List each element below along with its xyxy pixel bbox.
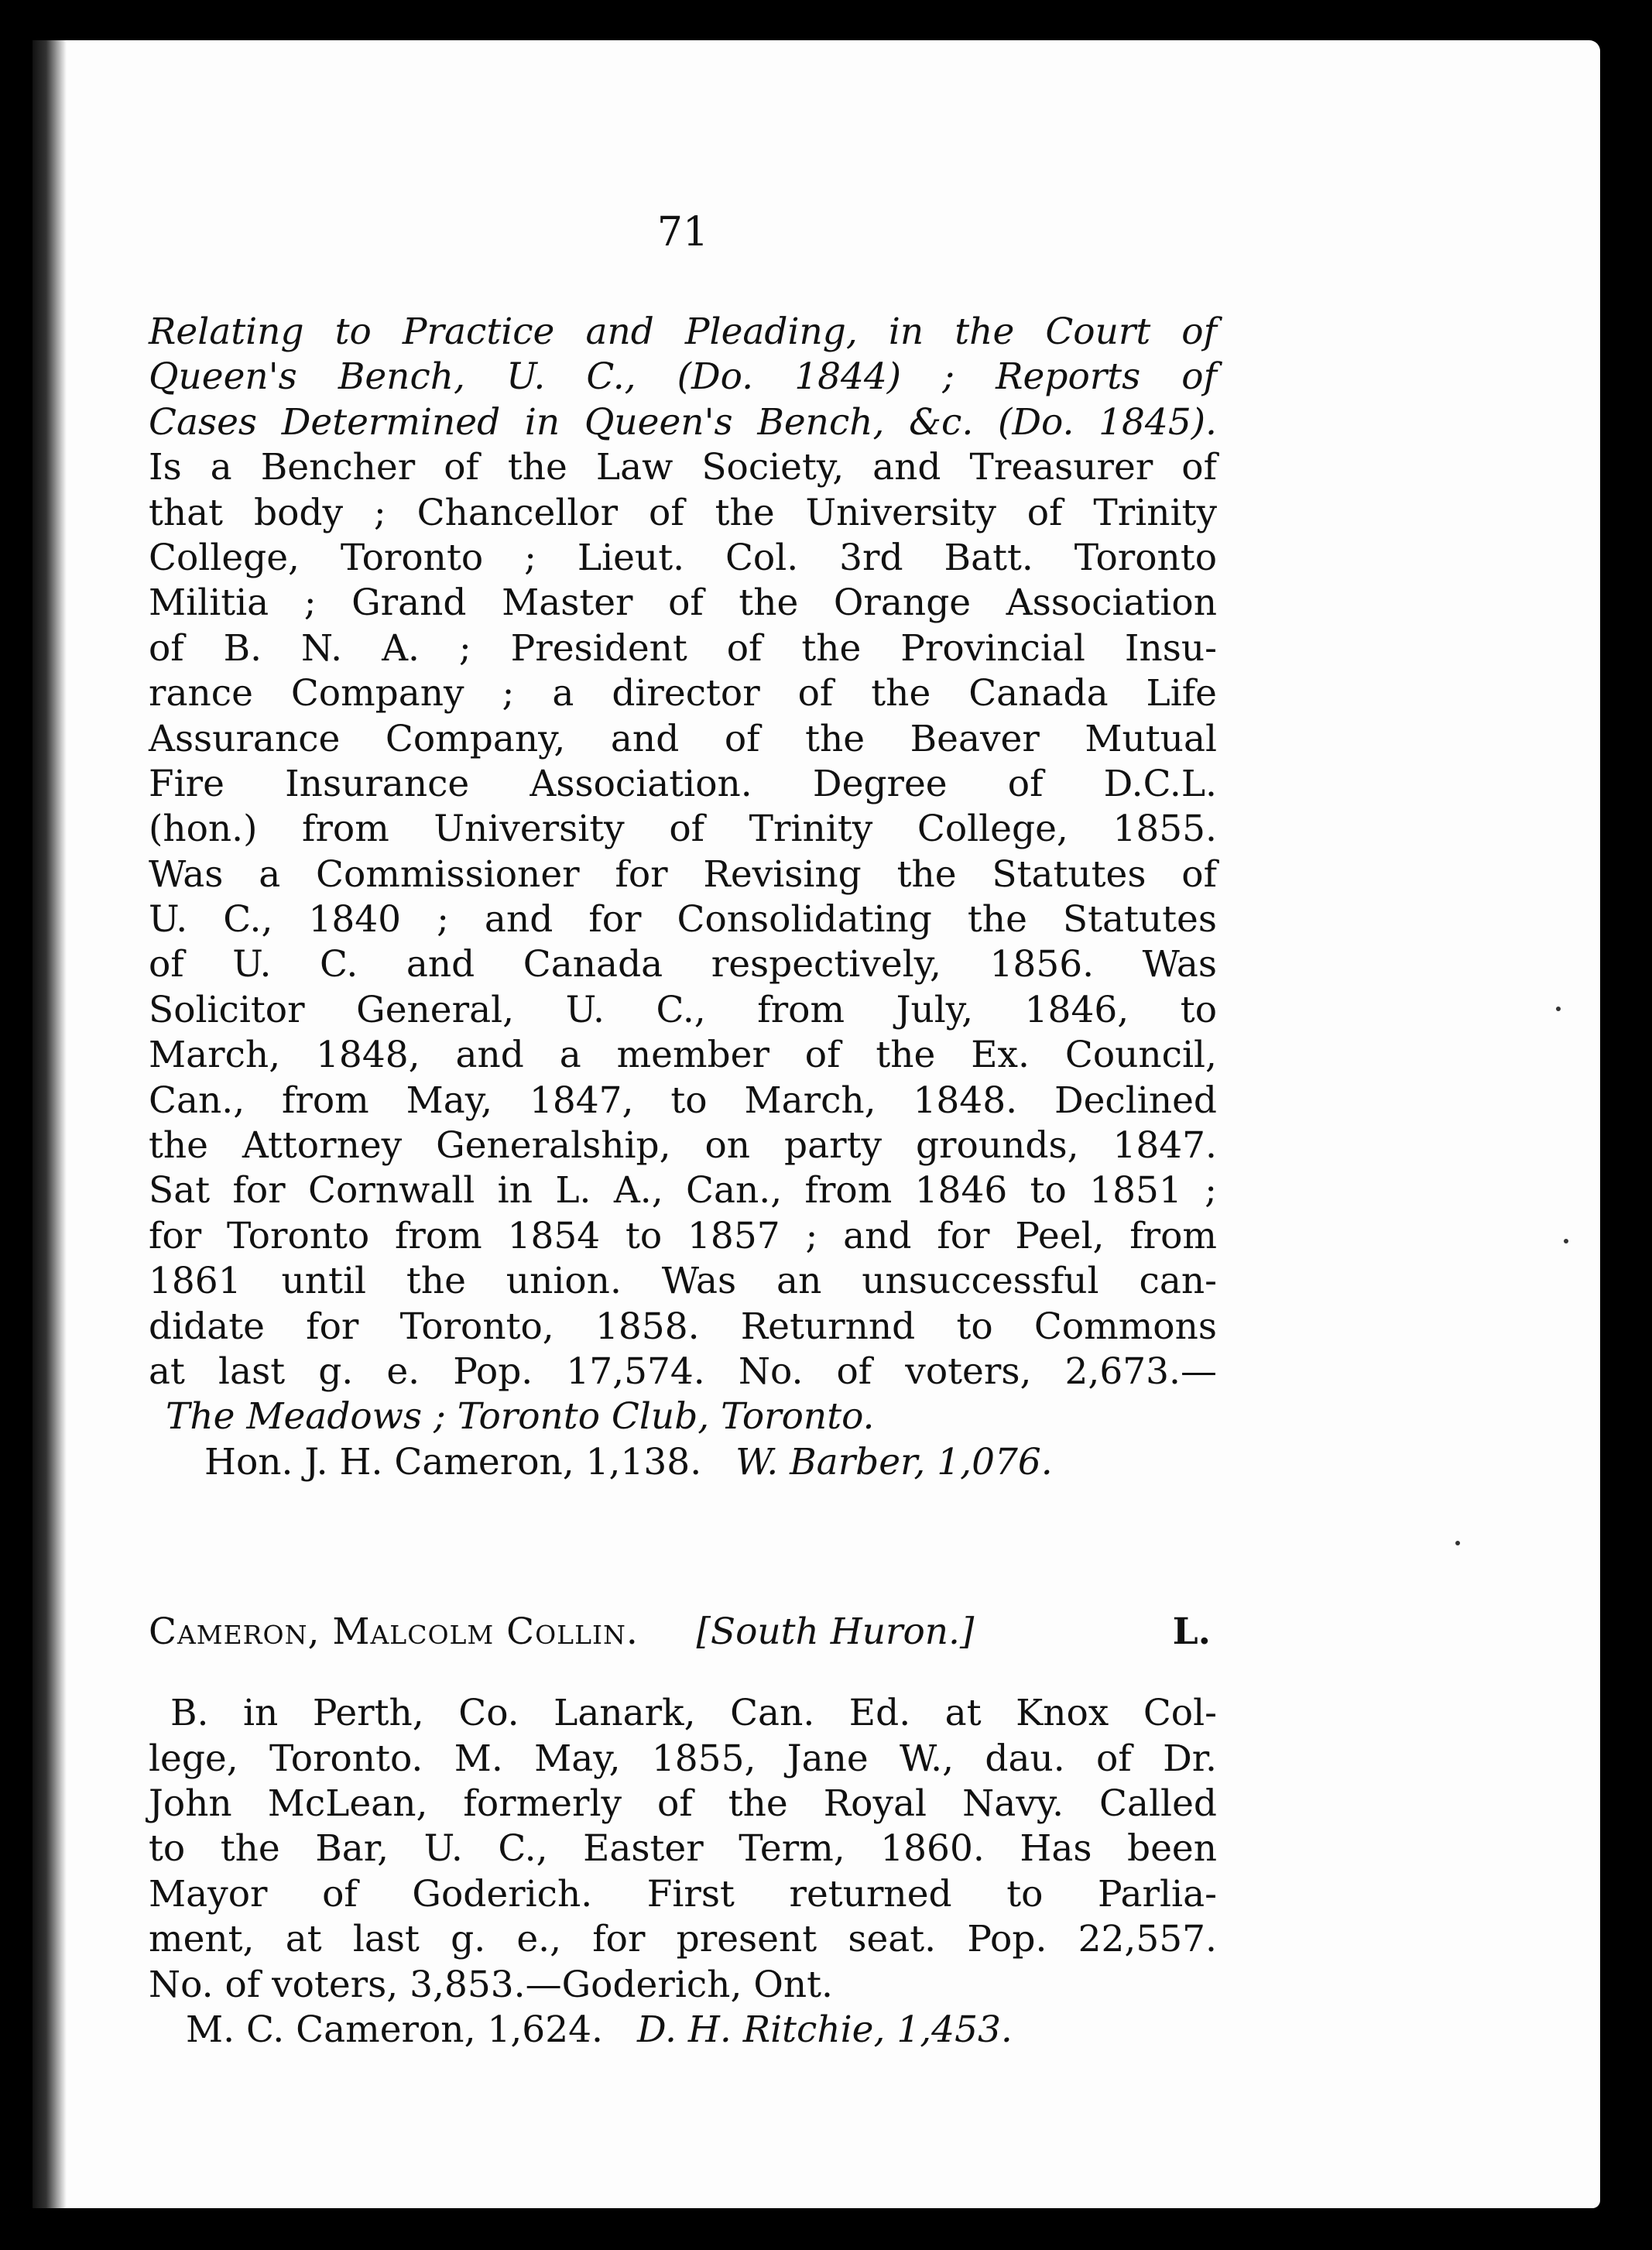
entry2-heading xyxy=(149,1601,1217,1663)
text-column xyxy=(149,209,1217,2053)
entry2-line: to the Bar, U. C., Easter Term, 1860. Has been xyxy=(149,1827,1217,1871)
entry1-line: Sat for Cornwall in L. A., Can., from 1846 to 1851 ; xyxy=(149,1169,1217,1212)
entry1-line: Can., from May, 1847, to March, 1848. Declined xyxy=(149,1079,1217,1122)
entry1-line: U. C., 1840 ; and for Consolidating the Statutes xyxy=(149,898,1217,942)
entry-gap xyxy=(149,1485,1217,1601)
entry1-address: The Meadows ; Toronto Club, Toronto. xyxy=(166,1395,875,1439)
entry1-line: Is a Bencher of the Law Society, and Treasurer of xyxy=(149,446,1217,489)
entry2-name: Cameron, Malcolm Collin. xyxy=(149,1610,639,1654)
margin-speck xyxy=(1556,1007,1561,1011)
entry2-vote-winner: M. C. Cameron, 1,624. xyxy=(186,2008,603,2051)
entry2-party: L. xyxy=(1172,1610,1211,1654)
entry1-line: Was a Commissioner for Revising the Statutes of xyxy=(149,852,1217,896)
entry1-line: March, 1848, and a member of the Ex. Council, xyxy=(149,1034,1217,1077)
entry1-vote-winner: Hon. J. H. Cameron, 1,138. xyxy=(204,1440,702,1483)
entry1-line: 1861 until the union. Was an unsuccessful can- xyxy=(149,1260,1217,1303)
entry2-line: ment, at last g. e., for present seat. Pop. 22,557. xyxy=(149,1918,1217,1961)
margin-speck xyxy=(1455,1541,1460,1545)
entry1-line: that body ; Chancellor of the University of Trinity xyxy=(149,491,1217,534)
entry2-name-group xyxy=(149,1601,974,1663)
entry1-line: Assurance Company, and of the Beaver Mutual xyxy=(149,717,1217,760)
entry1-line: of U. C. and Canada respectively, 1856. Was xyxy=(149,943,1217,986)
entry1-line: Solicitor General, U. C., from July, 1846, to xyxy=(149,988,1217,1031)
entry1-line: of B. N. A. ; President of the Provincial Insu- xyxy=(149,626,1217,670)
entry1-vote-loser: W. Barber, 1,076. xyxy=(735,1440,1053,1483)
page-number: 71 xyxy=(656,209,709,256)
entry2-line: No. of voters, 3,853.—Goderich, Ont. xyxy=(149,1963,833,2006)
entry2-line: lege, Toronto. M. May, 1855, Jane W., dau. of Dr. xyxy=(149,1737,1217,1780)
entry2-line: Mayor of Goderich. First returned to Parlia- xyxy=(149,1872,1217,1916)
entry1-line: didate for Toronto, 1858. Returnnd to Commons xyxy=(149,1305,1217,1348)
entry2-vote-loser: D. H. Ritchie, 1,453. xyxy=(636,2008,1013,2051)
entry1-line: the Attorney Generalship, on party grounds, 1847. xyxy=(149,1124,1217,1168)
entry1-line: Militia ; Grand Master of the Orange Association xyxy=(149,581,1217,625)
entry1-line: for Toronto from 1854 to 1857 ; and for Peel, from xyxy=(149,1214,1217,1257)
entry1-line: rance Company ; a director of the Canada Life xyxy=(149,672,1217,715)
entry1-body xyxy=(149,310,1217,1485)
entry1-line: Relating to Practice and Pleading, in the Court of xyxy=(149,310,1217,353)
entry2-body xyxy=(149,1691,1217,2053)
entry1-line: Queen's Bench, U. C., (Do. 1844) ; Reports of xyxy=(149,355,1217,399)
entry2-line: B. in Perth, Co. Lanark, Can. Ed. at Knox Col- xyxy=(170,1692,1217,1735)
entry1-line: College, Toronto ; Lieut. Col. 3rd Batt. Toronto xyxy=(149,536,1217,579)
entry1-line: Fire Insurance Association. Degree of D.C.L. xyxy=(149,762,1217,805)
entry1-line: at last g. e. Pop. 17,574. No. of voters, 2,673.— xyxy=(149,1350,1217,1393)
entry2-line: John McLean, formerly of the Royal Navy. Called xyxy=(149,1782,1217,1825)
entry1-line: Cases Determined in Queen's Bench, &c. (Do. 1845). xyxy=(149,400,1217,444)
entry2-constituency: [South Huron.] xyxy=(696,1610,975,1654)
entry1-votes xyxy=(149,1440,1217,1485)
margin-speck xyxy=(1564,1239,1568,1243)
binding-shadow xyxy=(33,40,67,2208)
entry2-votes xyxy=(149,2008,1217,2053)
entry1-line: (hon.) from University of Trinity College, 1855. xyxy=(149,808,1217,851)
